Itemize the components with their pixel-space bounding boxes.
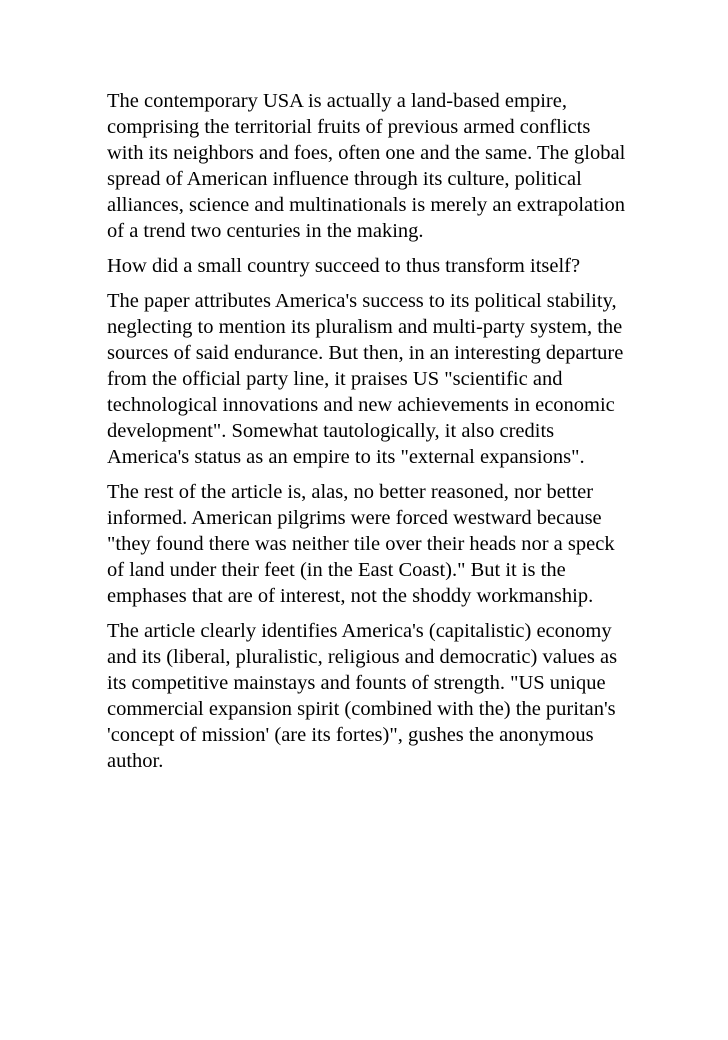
- paragraph-2: How did a small country succeed to thus transform itself?: [107, 255, 581, 277]
- paragraph-1: The contemporary USA is actually a land-based empire, comprising the territorial fruits of previous armed conflicts with its neighbors and foes, often one and the same. The global spread of American influence through its culture, political alliances, science and multinationals is merely an extrapolation of a trend two centuries in the making.: [107, 90, 626, 242]
- paragraph-4: The rest of the article is, alas, no better reasoned, nor better informed. American pilgrims were forced westward because "they found there was neither tile over their heads nor a speck of land under their feet (in the East Coast)." But it is the emphases that are of interest, not the shoddy workmanship.: [107, 481, 615, 607]
- paragraph-3: The paper attributes America's success to its political stability, neglecting to mention its pluralism and multi-party system, the sources of said endurance. But then, in an interesting departure from the official party line, it praises US "scientific and technological innovations and new achievements in economic development". Somewhat tautologically, it also credits America's status as an empire to its "external expansions".: [107, 290, 624, 468]
- paragraph-5: The article clearly identifies America's (capitalistic) economy and its (liberal, pluralistic, religious and democratic) values as its competitive mainstays and founts of strength. "US unique commercial expansion spirit (combined with the) the puritan's 'concept of mission' (are its fortes)", gushes the anonymous author.: [107, 620, 618, 772]
- body-text: [107, 88, 627, 783]
